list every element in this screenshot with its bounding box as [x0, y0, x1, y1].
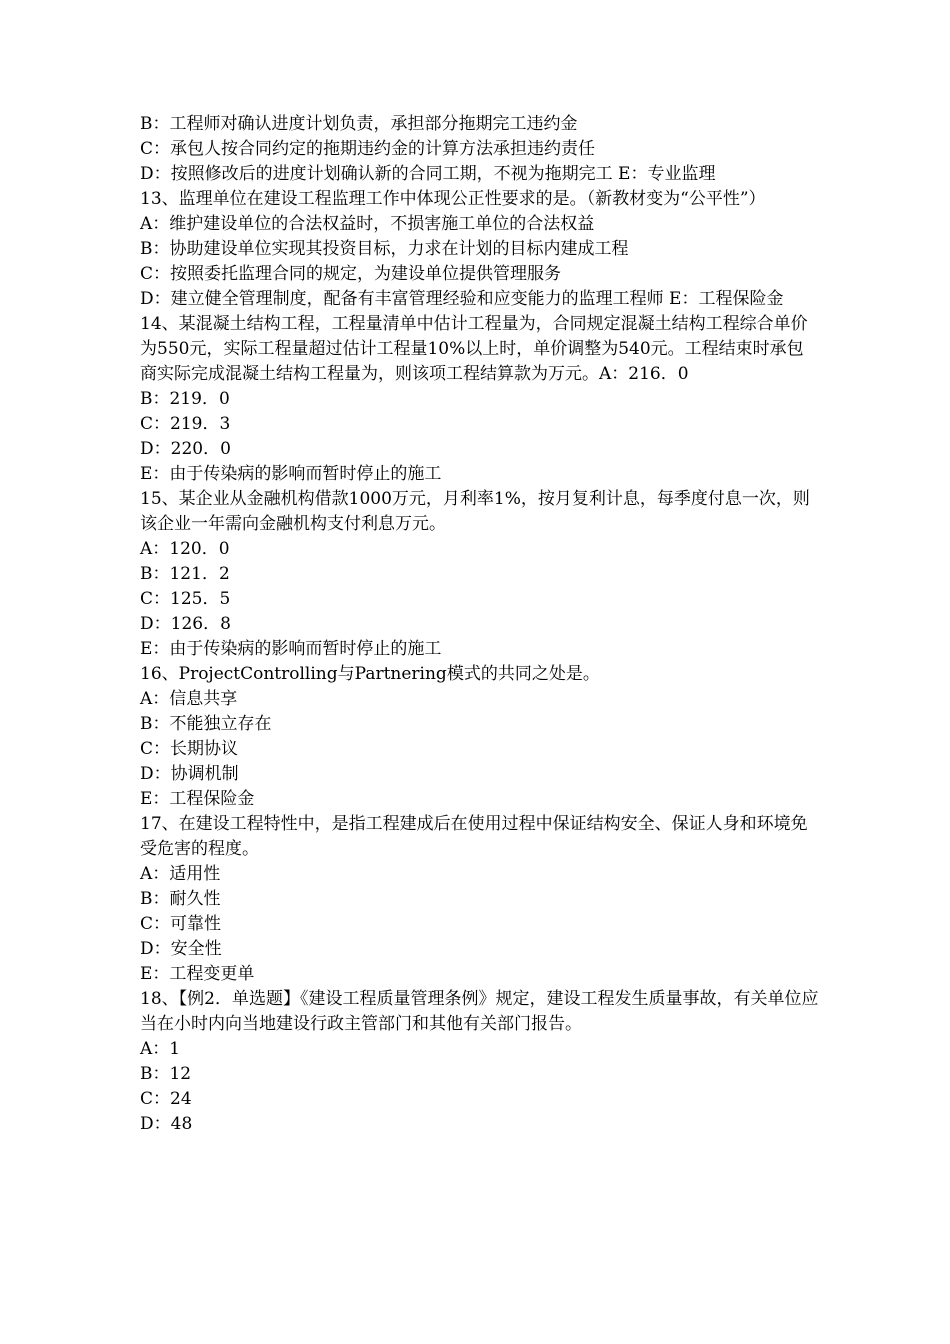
text-line: A：1 — [140, 1039, 181, 1059]
text-line: C：可靠性 — [140, 914, 222, 934]
question-17: 17、在建设工程特性中，是指工程建成后在使用过程中保证结构安全、保证人身和环境免受危害的程度。 — [140, 814, 808, 859]
text-line: C：长期协议 — [140, 739, 239, 759]
text-line: A：120．0 — [140, 539, 230, 559]
text-line: E：由于传染病的影响而暂时停止的施工 — [140, 639, 442, 659]
text-line: E：工程变更单 — [140, 964, 255, 984]
text-line: E：由于传染病的影响而暂时停止的施工 — [140, 464, 442, 484]
question-15: 15、某企业从金融机构借款1000万元，月利率1%，按月复利计息，每季度付息一次，则该企业一年需向金融机构支付利息万元。 — [140, 489, 810, 534]
text-line: C：承包人按合同约定的拖期违约金的计算方法承担违约责任 — [140, 139, 596, 159]
document-body — [140, 112, 820, 1137]
text-line: D：安全性 — [140, 939, 222, 959]
text-line: B：工程师对确认进度计划负责，承担部分拖期完工违约金 — [140, 114, 578, 134]
text-line: D：48 — [140, 1114, 193, 1134]
text-line: B：耐久性 — [140, 889, 221, 909]
text-line: C：按照委托监理合同的规定，为建设单位提供管理服务 — [140, 264, 562, 284]
text-line: B：不能独立存在 — [140, 714, 272, 734]
text-line: A：适用性 — [140, 864, 221, 884]
text-line: C：24 — [140, 1089, 192, 1109]
question-14: 14、某混凝土结构工程，工程量清单中估计工程量为，合同规定混凝土结构工程综合单价为550元，实际工程量超过估计工程量10%以上时，单价调整为540元。工程结束时承包商实际完成混凝土结构工程量为，则该项工程结算款为万元。A：216．0 — [140, 314, 808, 384]
text-line: D：建立健全管理制度，配备有丰富管理经验和应变能力的监理工程师 E：工程保险金 — [140, 289, 784, 309]
text-line: C：125．5 — [140, 589, 231, 609]
question-18: 18、【例2．单选题】《建设工程质量管理条例》规定，建设工程发生质量事故，有关单位应当在小时内向当地建设行政主管部门和其他有关部门报告。 — [140, 989, 819, 1034]
text-line: D：126．8 — [140, 614, 231, 634]
text-line: B：219．0 — [140, 389, 230, 409]
text-line: D：按照修改后的进度计划确认新的合同工期，不视为拖期完工 E：专业监理 — [140, 164, 716, 184]
text-line: A：维护建设单位的合法权益时，不损害施工单位的合法权益 — [140, 214, 595, 234]
text-line: E：工程保险金 — [140, 789, 255, 809]
text-line: A：信息共享 — [140, 689, 238, 709]
text-line: B：121．2 — [140, 564, 230, 584]
text-line: B：协助建设单位实现其投资目标，力求在计划的目标内建成工程 — [140, 239, 629, 259]
text-line: D：协调机制 — [140, 764, 239, 784]
question-16: 16、ProjectControlling与Partnering模式的共同之处是。 — [140, 664, 600, 684]
text-line: C：219．3 — [140, 414, 231, 434]
text-line: D：220．0 — [140, 439, 231, 459]
question-13: 13、监理单位在建设工程监理工作中体现公正性要求的是。（新教材变为“公平性”） — [140, 189, 766, 209]
text-line: B：12 — [140, 1064, 192, 1084]
